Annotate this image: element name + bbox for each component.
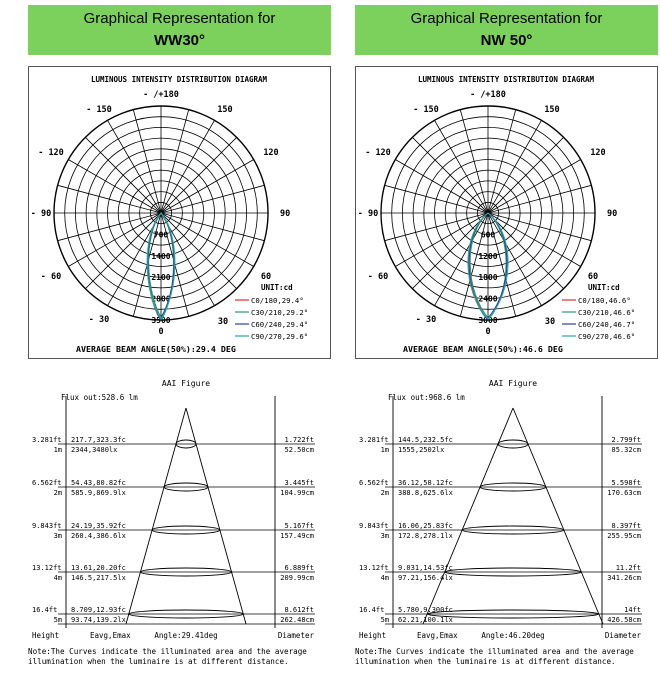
legend-label: C0/180,29.4° xyxy=(251,296,304,305)
diameter-cm: 209.99cm xyxy=(280,574,314,582)
illuminance-lx: 585.9,869.9lx xyxy=(71,489,126,497)
illuminance-lx: 146.5,217.5lx xyxy=(71,574,126,582)
foot-height: Height xyxy=(32,631,60,640)
radial-tick-label: 2800 xyxy=(151,294,171,304)
foot-eavg: Eavg,Emax xyxy=(90,631,131,640)
radial-tick-label: 3000 xyxy=(478,316,498,325)
height-m: 4m xyxy=(380,574,389,582)
angle-label-top: - /+180 xyxy=(143,90,179,100)
angle-label-left: - 90 xyxy=(30,209,52,219)
height-ft: 3.281ft xyxy=(32,436,62,444)
cone-edge-left xyxy=(126,408,186,624)
panel-nw50 xyxy=(355,0,658,680)
height-m: 3m xyxy=(380,532,389,540)
diameter-cm: 426.58cm xyxy=(607,616,641,624)
angle-label-lr: 60 xyxy=(587,272,599,282)
cone-edge-right xyxy=(513,408,603,624)
radial-tick-label: 700 xyxy=(153,230,169,240)
diameter-cm: 170.63cm xyxy=(607,489,641,497)
height-m: 5m xyxy=(380,616,389,624)
beam-angle-label: AVERAGE BEAM ANGLE(50%):46.6 DEG xyxy=(403,344,563,354)
illuminance-fc: 144.5,232.5fc xyxy=(398,436,453,444)
note xyxy=(28,647,331,667)
diameter-ft: 5.167ft xyxy=(284,522,314,530)
radial-tick-label: 1200 xyxy=(478,251,498,261)
legend-label: C0/180,46.6° xyxy=(578,296,631,305)
banner-title: Graphical Representation for xyxy=(83,10,276,27)
illuminance-fc: 54.43,80.82fc xyxy=(71,479,126,487)
angle-label-bl: - 30 xyxy=(88,315,110,325)
note-line-2: illumination when the luminaire is at different distance. xyxy=(355,657,616,666)
diameter-cm: 85.32cm xyxy=(611,446,641,454)
legend-label: C30/210,29.2° xyxy=(251,308,309,317)
banner xyxy=(28,5,331,55)
angle-label-bl: - 30 xyxy=(415,315,437,325)
foot-angle: Angle:29.41deg xyxy=(154,631,218,640)
angle-label-tr: 150 xyxy=(217,105,233,115)
angle-label-tl: - 150 xyxy=(413,105,439,115)
height-ft: 13.12ft xyxy=(32,564,62,572)
angle-label-right: 90 xyxy=(280,209,291,219)
radial-tick-label: 600 xyxy=(480,230,496,240)
polar-diagram xyxy=(28,66,331,359)
angle-label-ll: - 60 xyxy=(40,272,62,282)
foot-diameter: Diameter xyxy=(277,631,314,640)
radial-tick-label: 2100 xyxy=(151,273,171,283)
radial-tick-label: 1400 xyxy=(151,251,171,261)
height-m: 1m xyxy=(53,446,62,454)
diameter-ft: 8.612ft xyxy=(284,606,314,614)
angle-label-right: 90 xyxy=(607,209,618,219)
flux-label: Flux out:528.6 lm xyxy=(61,393,138,402)
banner-title: Graphical Representation for xyxy=(410,10,603,27)
angle-label-ul: - 120 xyxy=(38,148,64,158)
illuminance-lx: 388.8,625.6lx xyxy=(398,489,453,497)
flux-label: Flux out:968.6 lm xyxy=(388,393,465,402)
illuminance-fc: 36.12,58.12fc xyxy=(398,479,453,487)
illuminance-fc: 8.709,12.93fc xyxy=(71,606,126,614)
aai-title: AAI Figure xyxy=(488,379,538,388)
angle-label-ul: - 120 xyxy=(365,148,391,158)
illuminance-fc: 217.7,323.3fc xyxy=(71,436,126,444)
polar-title: LUMINOUS INTENSITY DISTRIBUTION DIAGRAM xyxy=(417,75,595,84)
angle-label-ur: 120 xyxy=(590,148,606,158)
diameter-ft: 11.2ft xyxy=(615,564,641,572)
foot-diameter: Diameter xyxy=(604,631,641,640)
foot-height: Height xyxy=(359,631,387,640)
radial-tick-label: 1800 xyxy=(478,273,498,283)
height-ft: 13.12ft xyxy=(359,564,389,572)
illuminance-lx: 1555,2502lx xyxy=(398,446,445,454)
foot-eavg: Eavg,Emax xyxy=(417,631,458,640)
height-ft: 9.843ft xyxy=(32,522,62,530)
illuminance-lx: 172.8,278.1lx xyxy=(398,532,453,540)
diameter-cm: 157.49cm xyxy=(280,532,314,540)
legend-label: C60/240,29.4° xyxy=(251,320,309,329)
height-m: 2m xyxy=(53,489,62,497)
legend-label: C90/270,46.6° xyxy=(578,332,636,341)
height-m: 3m xyxy=(53,532,62,540)
illuminance-lx: 62.21,100.1lx xyxy=(398,616,453,624)
illuminance-fc: 5.780,9.300fc xyxy=(398,606,453,614)
aai-figure xyxy=(28,372,331,672)
height-m: 2m xyxy=(380,489,389,497)
unit-label: UNIT:cd xyxy=(588,283,620,292)
diameter-cm: 104.99cm xyxy=(280,489,314,497)
angle-label-ll: - 60 xyxy=(367,272,389,282)
unit-label: UNIT:cd xyxy=(261,283,293,292)
note-line-2: illumination when the luminaire is at different distance. xyxy=(28,657,289,666)
height-m: 4m xyxy=(53,574,62,582)
diameter-cm: 262.48cm xyxy=(280,616,314,624)
angle-label-lr: 60 xyxy=(260,272,272,282)
radial-tick-label: 3500 xyxy=(151,316,171,325)
diameter-ft: 5.598ft xyxy=(611,479,641,487)
height-ft: 6.562ft xyxy=(359,479,389,487)
illuminance-fc: 16.06,25.83fc xyxy=(398,522,453,530)
aai-svg xyxy=(355,372,658,647)
diameter-ft: 8.397ft xyxy=(611,522,641,530)
legend-label: C60/240,46.7° xyxy=(578,320,636,329)
height-ft: 6.562ft xyxy=(32,479,62,487)
legend-label: C90/270,29.6° xyxy=(251,332,309,341)
diameter-cm: 341.26cm xyxy=(607,574,641,582)
angle-label-top: - /+180 xyxy=(470,90,506,100)
aai-svg xyxy=(28,372,331,647)
angle-label-tr: 150 xyxy=(544,105,560,115)
angle-label-bottom: 0 xyxy=(485,327,491,337)
polar-title: LUMINOUS INTENSITY DISTRIBUTION DIAGRAM xyxy=(90,75,268,84)
diameter-cm: 255.95cm xyxy=(607,532,641,540)
illuminance-fc: 13.61,20.20fc xyxy=(71,564,126,572)
angle-label-bottom: 0 xyxy=(158,327,164,337)
illuminance-lx: 2344,3480lx xyxy=(71,446,118,454)
aai-figure xyxy=(355,372,658,672)
illuminance-fc: 9.031,14.53fc xyxy=(398,564,453,572)
height-m: 1m xyxy=(380,446,389,454)
panel-ww30 xyxy=(28,0,331,680)
height-ft: 16.4ft xyxy=(359,606,385,614)
height-m: 5m xyxy=(53,616,62,624)
radial-tick-label: 2400 xyxy=(478,294,498,304)
diameter-ft: 2.799ft xyxy=(611,436,641,444)
polar-svg xyxy=(356,67,657,358)
illuminance-lx: 97.21,156.4lx xyxy=(398,574,453,582)
illuminance-lx: 93.74,139.2lx xyxy=(71,616,126,624)
height-ft: 3.281ft xyxy=(359,436,389,444)
angle-label-left: - 90 xyxy=(357,209,379,219)
banner-subtitle: NW 50° xyxy=(480,32,533,49)
polar-svg xyxy=(29,67,330,358)
polar-diagram xyxy=(355,66,658,359)
aai-title: AAI Figure xyxy=(161,379,211,388)
diameter-ft: 1.722ft xyxy=(284,436,314,444)
beam-angle-label: AVERAGE BEAM ANGLE(50%):29.4 DEG xyxy=(76,344,236,354)
diameter-cm: 52.50cm xyxy=(284,446,314,454)
illuminance-lx: 260.4,386.6lx xyxy=(71,532,126,540)
diameter-ft: 3.445ft xyxy=(284,479,314,487)
banner-subtitle: WW30° xyxy=(154,32,205,49)
foot-angle: Angle:46.20deg xyxy=(481,631,545,640)
illuminance-fc: 24.19,35.92fc xyxy=(71,522,126,530)
angle-label-ur: 120 xyxy=(263,148,279,158)
banner xyxy=(355,5,658,55)
angle-label-br: 30 xyxy=(217,317,229,327)
diameter-ft: 6.889ft xyxy=(284,564,314,572)
note-line-1: Note:The Curves indicate the illuminated area and the average xyxy=(355,647,634,656)
note xyxy=(355,647,658,667)
diameter-ft: 14ft xyxy=(624,606,641,614)
height-ft: 9.843ft xyxy=(359,522,389,530)
angle-label-br: 30 xyxy=(544,317,556,327)
cone-edge-right xyxy=(186,408,246,624)
note-line-1: Note:The Curves indicate the illuminated area and the average xyxy=(28,647,307,656)
legend-label: C30/210,46.6° xyxy=(578,308,636,317)
angle-label-tl: - 150 xyxy=(86,105,112,115)
height-ft: 16.4ft xyxy=(32,606,58,614)
